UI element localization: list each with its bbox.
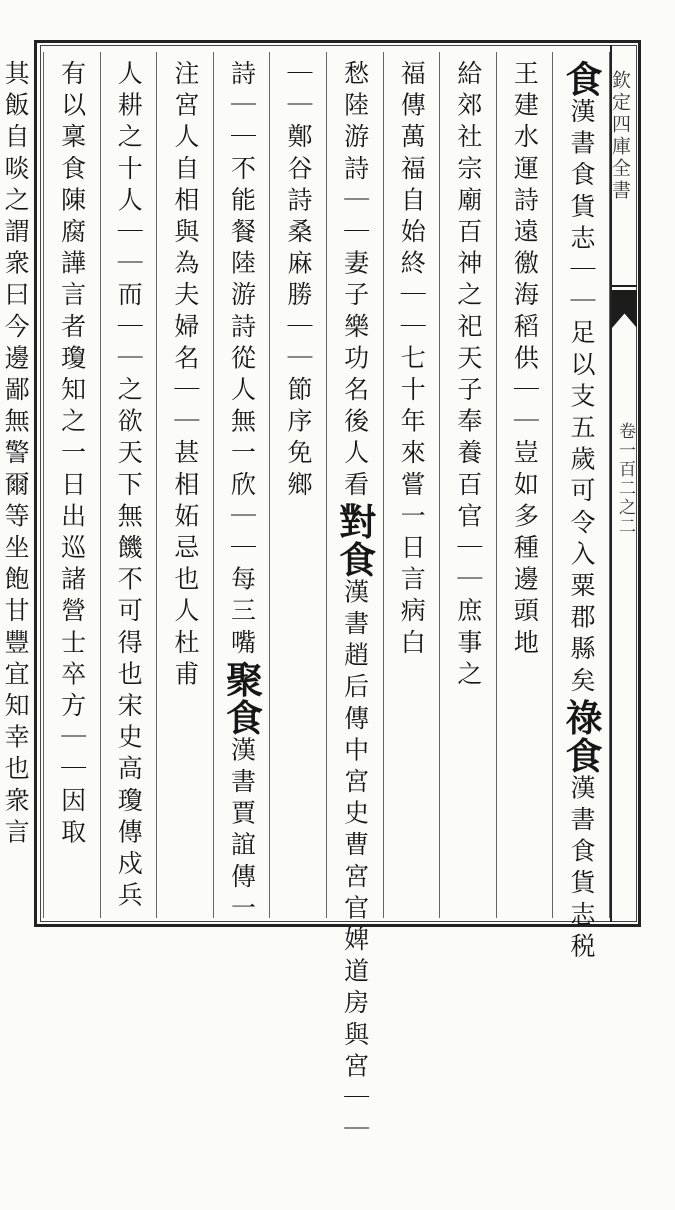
text-column <box>440 52 497 918</box>
text-column <box>214 52 271 927</box>
column-text: 注宮人自相與為夫婦名｜｜甚相妬忌也人杜甫 <box>170 60 200 692</box>
column-text: 福傳萬福自始終｜｜七十年來嘗一日言病白 <box>397 60 427 661</box>
text-column <box>270 52 327 918</box>
text-column <box>553 52 610 965</box>
entry-heading: 聚食 <box>219 660 264 737</box>
column-text: 有以稟食陳腐譁言者瓊知之一日出巡諸營士卒方｜｜因取 <box>57 60 87 850</box>
column-text: ｜｜鄭谷詩桑麻勝｜｜節序免鄉 <box>284 60 314 503</box>
volume-label: 卷一百二之二 <box>615 422 635 536</box>
column-text: 愁陸游詩｜｜妻子樂功名後人看 <box>340 60 370 503</box>
book-title: 欽定四庫全書 <box>609 70 631 202</box>
text-columns <box>1 52 610 1148</box>
column-text: 給郊社宗廟百神之祀天子奉養百官｜｜庶事之 <box>453 60 483 692</box>
column-text: 人耕之十人｜｜而｜｜之欲天下無饑不可得也宋史高瓊傳戍兵 <box>114 60 144 914</box>
column-text: 其飯自啖之謂衆曰今邊鄙無警爾等坐飽甘豐宜知幸也衆言 <box>1 60 31 850</box>
text-column <box>384 52 441 918</box>
entry-heading: 對食 <box>332 502 377 579</box>
column-text: 漢書食貨志｜｜足以支五歲可令入粟郡縣矣 <box>567 98 596 699</box>
column-text: 王建水運詩遠徼海稻供｜｜豈如多種邊頭地 <box>510 60 540 661</box>
text-column <box>327 52 384 1148</box>
column-text: 漢書趙后傳中宮史曹宮官婢道房與宮｜｜ <box>340 578 370 1148</box>
text-column <box>101 52 158 918</box>
column-text: 漢書賈誼傳一 <box>227 736 257 927</box>
text-column <box>157 52 214 918</box>
entry-heading: 祿食 <box>559 698 603 775</box>
fishtail-rule <box>612 285 637 287</box>
column-text: 詩｜｜不能餐陸游詩從人無一欣｜｜每三嘴 <box>227 60 257 661</box>
text-column <box>497 52 554 918</box>
text-column <box>0 52 44 918</box>
column-text: 漢書食貨志税 <box>567 774 596 965</box>
entry-heading: 食 <box>559 60 603 98</box>
text-column <box>44 52 101 918</box>
